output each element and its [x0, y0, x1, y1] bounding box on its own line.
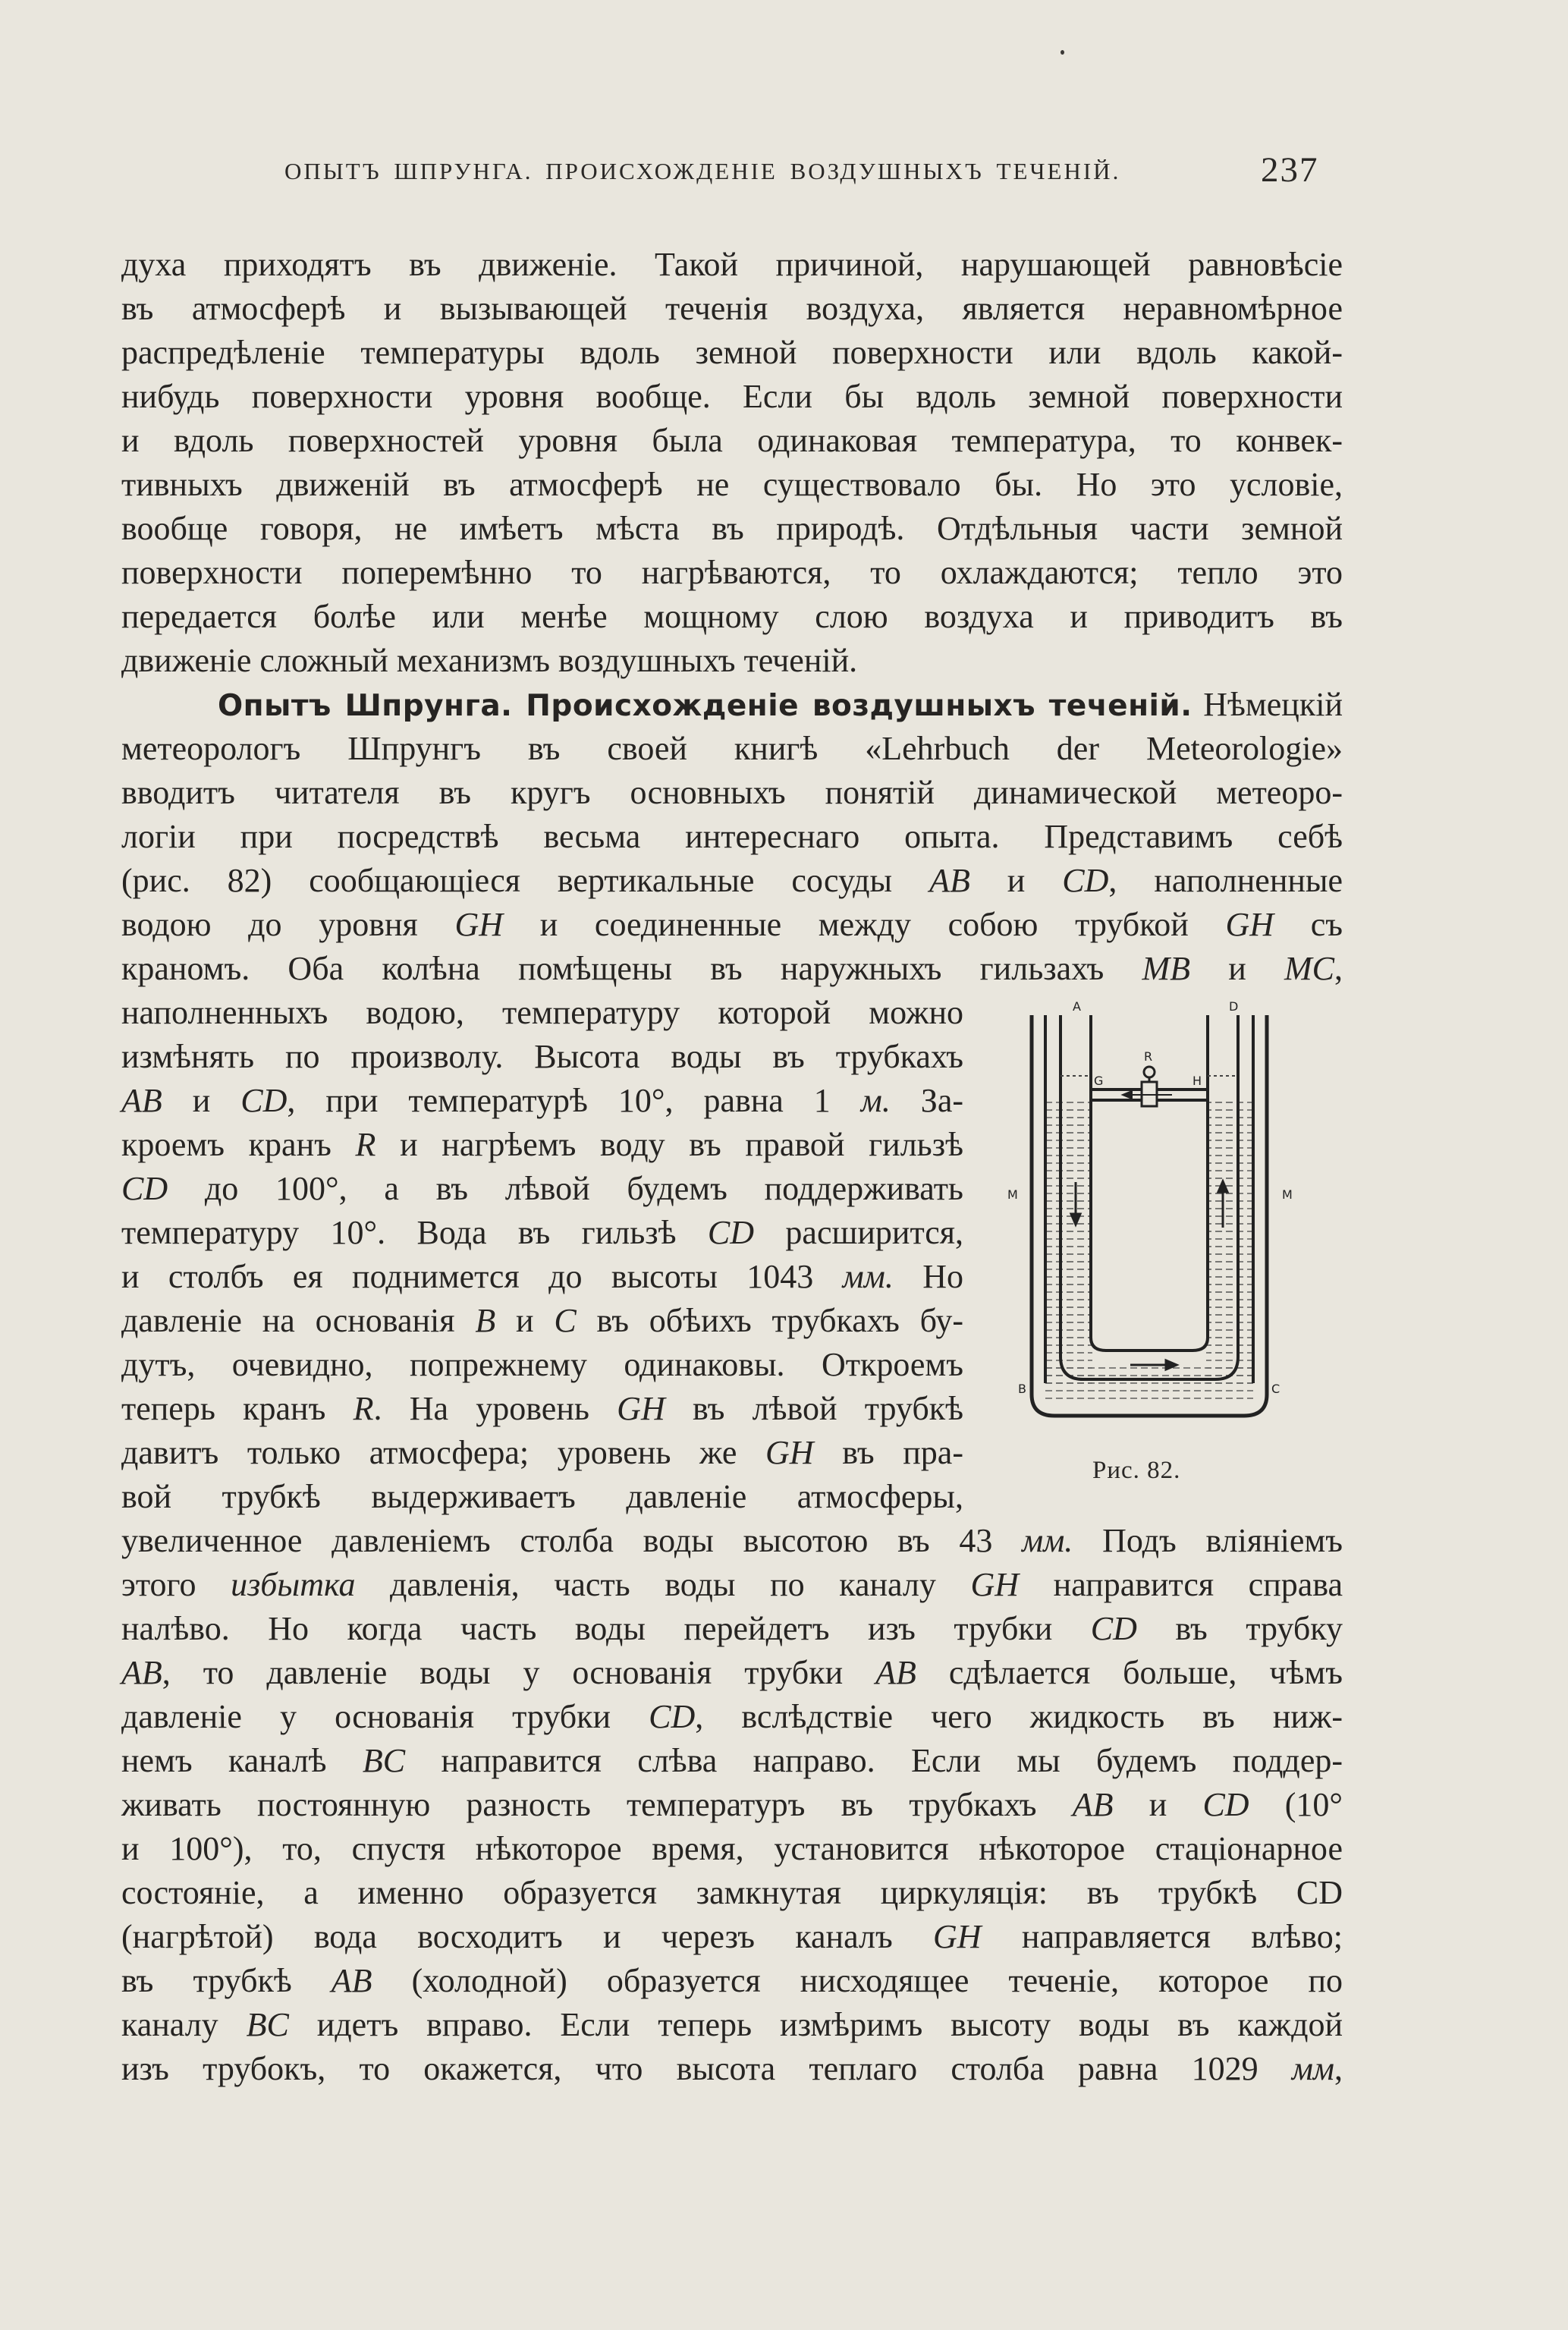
text-line: температуру 10°. Вода въ гильзѣ CD расширится, [121, 1214, 963, 1251]
apparatus-diagram [1001, 1000, 1305, 1440]
text-line: нибудь поверхности уровня вообще. Если бы вдоль земной поверхности [121, 378, 1343, 415]
figure-82-apparatus [1001, 1000, 1305, 1440]
text-line: измѣнять по произволу. Высота воды въ трубкахъ [121, 1038, 963, 1075]
page-number: 237 [1261, 150, 1319, 190]
text-line: этого избытка давленія, часть воды по каналу GH направится справа [121, 1566, 1343, 1603]
text-line: въ трубкѣ AB (холодной) образуется нисходящее теченіе, которое по [121, 1962, 1343, 1999]
text-line: логіи при посредствѣ весьма интереснаго опыта. Представимъ себѣ [121, 818, 1343, 855]
label-b: B [1018, 1382, 1026, 1396]
text-line: каналу BC идетъ вправо. Если теперь измѣримъ высоту воды въ каждой [121, 2006, 1343, 2043]
text-line: живать постоянную разность температуръ въ трубкахъ AB и CD (10° [121, 1786, 1343, 1823]
print-speck [1061, 50, 1064, 55]
water-bottom [1045, 1364, 1253, 1402]
figure-caption: Рис. 82. [1092, 1457, 1181, 1484]
label-c: C [1271, 1382, 1280, 1396]
text-line: наполненныхъ водою, температуру которой можно [121, 994, 963, 1031]
label-r: R [1144, 1049, 1153, 1064]
text-line: состояніе, а именно образуется замкнутая циркуляція: въ трубкѣ CD [121, 1874, 1343, 1911]
text-line: давленіе у основанія трубки CD, вслѣдствіе чего жидкость въ ниж- [121, 1698, 1343, 1735]
text-line: движеніе сложный механизмъ воздушныхъ теченій. [121, 642, 858, 679]
text-line: налѣво. Но когда часть воды перейдетъ изъ трубки CD въ трубку [121, 1610, 1343, 1647]
text-line: вводитъ читателя въ кругъ основныхъ понятій динамической метеоро- [121, 774, 1343, 811]
text-line: кроемъ кранъ R и нагрѣемъ воду въ правой гильзѣ [121, 1126, 964, 1163]
text-line: поверхности поперемѣнно то нагрѣваются, то охлаждаются; тепло это [121, 554, 1343, 591]
tap-r-handle [1144, 1067, 1155, 1077]
text-line: (рис. 82) сообщающіеся вертикальные сосуды AB и CD, наполненные [121, 862, 1343, 899]
label-a: A [1073, 1000, 1081, 1014]
label-h: H [1192, 1074, 1202, 1088]
section-heading-line [218, 683, 1343, 727]
text-line: давленіе на основанія B и C въ обѣихъ трубкахъ бу- [121, 1302, 963, 1339]
text-line: водою до уровня GH и соединенные между собою трубкой GH съ [121, 906, 1343, 943]
text-line: теперь кранъ R. На уровень GH въ лѣвой трубкѣ [121, 1390, 964, 1427]
label-m-right: M [1282, 1187, 1293, 1202]
label-d: D [1229, 1000, 1239, 1014]
text-line: и столбъ ея поднимется до высоты 1043 мм. Но [121, 1258, 963, 1295]
text-line: краномъ. Оба колѣна помѣщены въ наружныхъ гильзахъ MB и MC, [121, 950, 1343, 987]
text-line: немъ каналѣ BC направится слѣва направо. Если мы будемъ поддер- [121, 1742, 1343, 1779]
label-g: G [1094, 1074, 1104, 1088]
text-line: передается болѣе или менѣе мощному слою воздуха и приводитъ въ [121, 598, 1343, 635]
text-line: вообще говоря, не имѣетъ мѣста въ природѣ. Отдѣльныя части земной [121, 510, 1343, 547]
text-line: и 100°), то, спустя нѣкоторое время, установится нѣкоторое стаціонарное [121, 1830, 1343, 1867]
text-line: въ атмосферѣ и вызывающей теченія воздуха, является неравномѣрное [121, 290, 1343, 327]
text-line: (нагрѣтой) вода восходитъ и черезъ каналъ GH направляется влѣво; [121, 1918, 1343, 1955]
channel-bc-inner [1091, 1338, 1208, 1351]
label-m-left: M [1007, 1187, 1018, 1202]
text-line: и вдоль поверхностей уровня была одинаковая температура, то конвек- [121, 422, 1343, 459]
text-line: AB, то давленіе воды у основанія трубки AB сдѣлается больше, чѣмъ [121, 1654, 1343, 1691]
text-line: духа приходятъ въ движеніе. Такой причиной, нарушающей равновѣсіе [121, 246, 1343, 283]
section-heading: Опытъ Шпрунга. Происхожденіе воздушныхъ теченій. [218, 689, 1192, 723]
text-line: распредѣленіе температуры вдоль земной поверхности или вдоль какой- [121, 334, 1343, 371]
text-line: давитъ только атмосфера; уровень же GH въ пра- [121, 1434, 963, 1471]
text-line: CD до 100°, а въ лѣвой будемъ поддерживать [121, 1170, 963, 1207]
water-tube-ab [1062, 1102, 1089, 1353]
running-header: ОПЫТЪ ШПРУНГА. ПРОИСХОЖДЕНІЕ ВОЗДУШНЫХЪ ТЕЧЕНІЙ. [284, 158, 1121, 184]
text-line: вой трубкѣ выдерживаетъ давленіе атмосферы, [121, 1478, 963, 1515]
text-line: тивныхъ движеній въ атмосферѣ не существовало бы. Но это условіе, [121, 466, 1343, 503]
text-line: изъ трубокъ, то окажется, что высота теплаго столба равна 1029 мм, [121, 2050, 1343, 2087]
heading-continuation: Нѣмецкій [1192, 686, 1343, 723]
text-line: метеорологъ Шпрунгъ въ своей книгѣ «Lehrbuch der Meteorologie» [121, 730, 1343, 767]
text-line: дутъ, очевидно, попрежнему одинаковы. Откроемъ [121, 1346, 963, 1383]
text-line: увеличенное давленіемъ столба воды высотою въ 43 мм. Подъ вліяніемъ [121, 1522, 1343, 1559]
text-line: AB и CD, при температурѣ 10°, равна 1 м. За- [121, 1082, 964, 1119]
